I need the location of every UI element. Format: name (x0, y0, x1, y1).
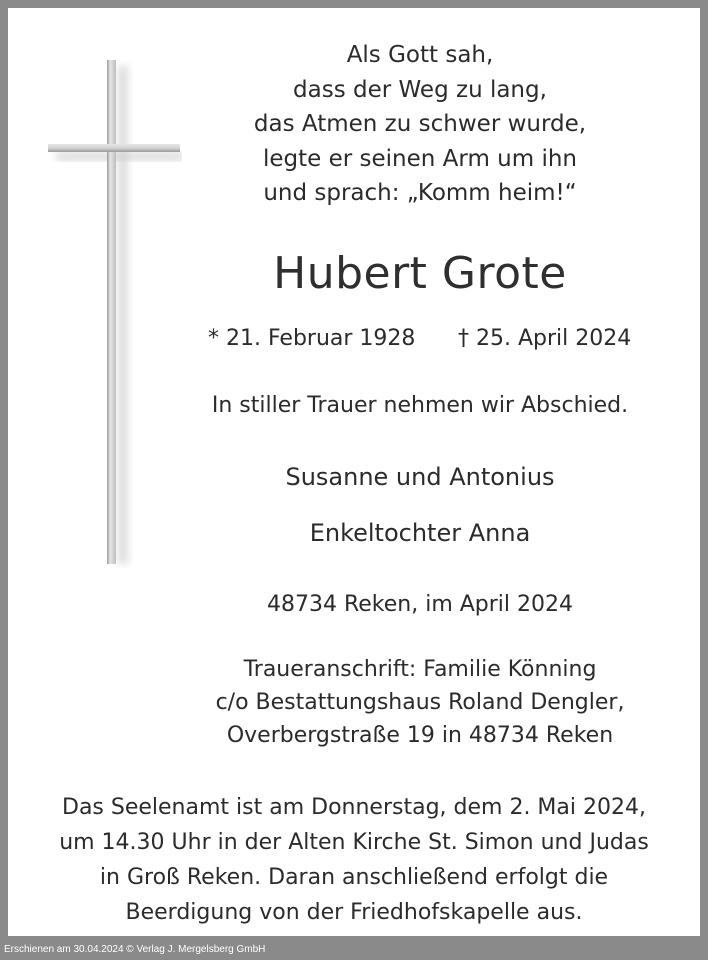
farewell-text: In stiller Trauer nehmen wir Abschied. (211, 393, 629, 418)
deceased-name: Hubert Grote (273, 248, 567, 299)
poem (158, 38, 682, 211)
service-info (22, 790, 686, 930)
address-line: Overbergstraße 19 in 48734 Reken (226, 723, 614, 748)
service-line: Beerdigung von der Friedhofskapelle aus. (125, 900, 583, 925)
mourners-line: Enkeltochter Anna (309, 519, 531, 547)
poem-line: Als Gott sah, (346, 42, 494, 68)
place-date: 48734 Reken, im April 2024 (266, 592, 574, 617)
service-line: um 14.30 Uhr in der Alten Kirche St. Simon und Judas (59, 830, 649, 855)
mourners-line: Susanne und Antonius (285, 463, 555, 491)
poem-line: legte er seinen Arm um ihn (262, 145, 577, 172)
service-line: in Groß Reken. Daran anschließend erfolgt die (99, 865, 609, 890)
poem-line: das Atmen zu schwer wurde, (253, 111, 587, 137)
address-line: Traueranschrift: Familie Könning (243, 657, 597, 682)
poem-line: und sprach: „Komm heim!“ (263, 180, 577, 206)
publication-footer: Erschienen am 30.04.2024 © Verlag J. Mergelsberg GmbH (4, 944, 266, 955)
obituary-card (8, 8, 700, 936)
mourning-address (158, 653, 682, 752)
poem-line: dass der Weg zu lang, (293, 76, 547, 103)
service-line: Das Seelenamt ist am Donnerstag, dem 2. Mai 2024, (62, 795, 646, 820)
life-dates (158, 322, 682, 356)
death-date: † 25. April 2024 (458, 326, 632, 351)
birth-date: * 21. Februar 1928 (208, 326, 416, 351)
address-line: c/o Bestattungshaus Roland Dengler, (215, 690, 625, 715)
